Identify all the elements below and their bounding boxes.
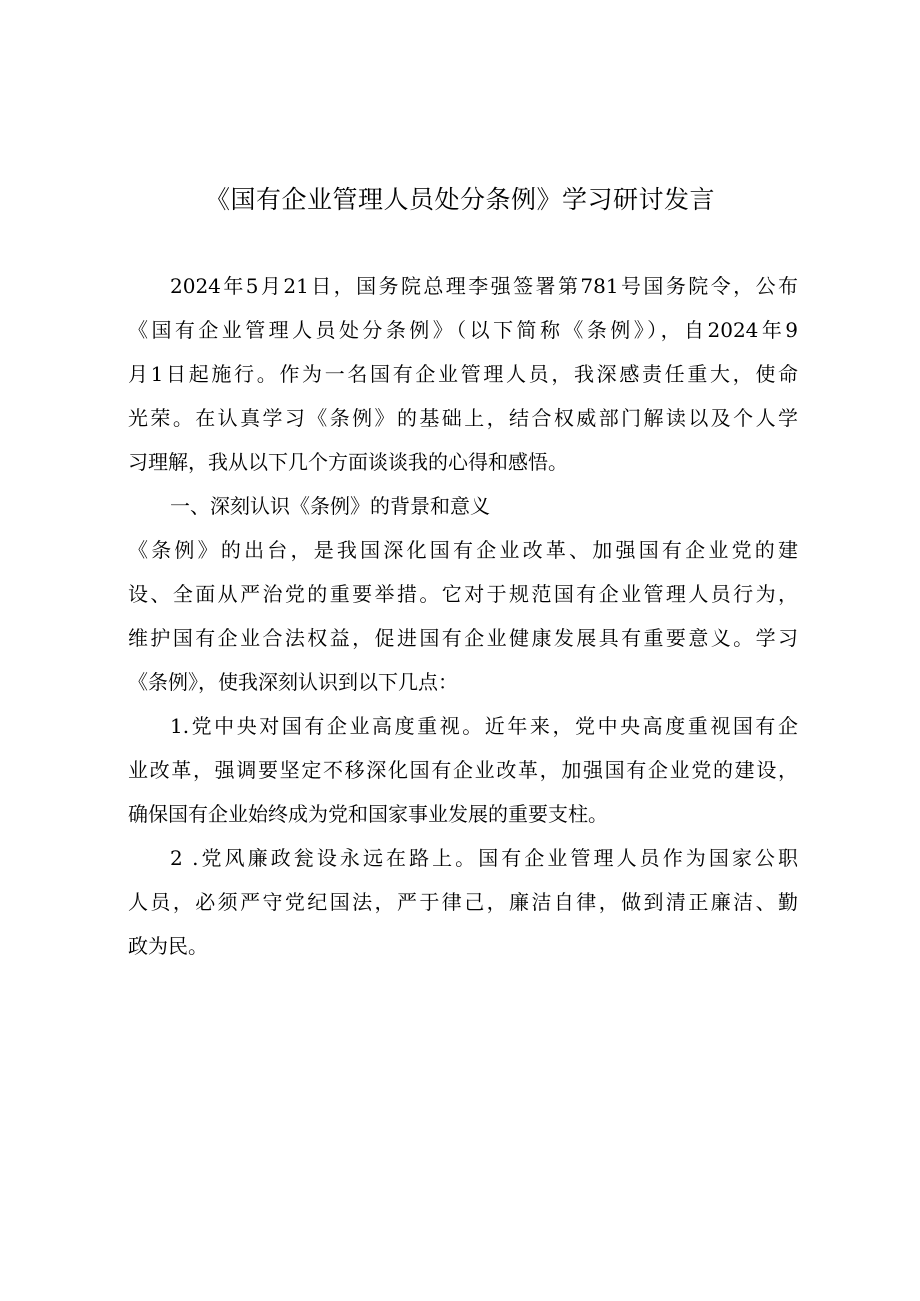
- intro-line-4: 光荣。在认真学习《条例》的基础上，结合权威部门解读以及个人学: [128, 406, 798, 430]
- document-title: 《国有企业管理人员处分条例》学习研讨发言: [204, 185, 715, 214]
- intro-line-5: 习理解，我从以下几个方面谈谈我的心得和感悟。: [128, 450, 568, 474]
- point-1-line-2: 业改革，强调要坚定不移深化国有企业改革，加强国有企业党的建设，: [128, 758, 798, 782]
- point-1-line-1: 1.党中央对国有企业高度重视。近年来，党中央高度重视国有企: [170, 714, 798, 738]
- section-body-line-2: 设、全面从严治党的重要举措。它对于规范国有企业管理人员行为，: [128, 582, 798, 606]
- section-body-line-3: 维护国有企业合法权益，促进国有企业健康发展具有重要意义。学习: [128, 626, 798, 650]
- section-body-line-1: 《条例》的出台，是我国深化国有企业改革、加强国有企业党的建: [128, 538, 798, 562]
- intro-line-3: 月1日起施行。作为一名国有企业管理人员，我深感责任重大，使命: [128, 362, 798, 386]
- section-heading: 一、深刻认识《条例》的背景和意义: [170, 494, 490, 518]
- section-body-line-4: 《条例》，使我深刻认识到以下几点：: [128, 670, 458, 694]
- point-2-line-2: 人员，必须严守党纪国法，严于律己，廉洁自律，做到清正廉洁、勤: [128, 890, 798, 914]
- intro-line-1: 2024年5月21日，国务院总理李强签署第781号国务院令，公布: [170, 274, 798, 298]
- intro-line-2: 《国有企业管理人员处分条例》（以下简称《条例》），自2024年9: [128, 318, 798, 342]
- point-2-line-1: 2 .党风廉政瓮设永远在路上。国有企业管理人员作为国家公职: [170, 846, 798, 870]
- point-1-line-3: 确保国有企业始终成为党和国家事业发展的重要支柱。: [128, 802, 608, 826]
- point-2-line-3: 政为民。: [128, 934, 208, 958]
